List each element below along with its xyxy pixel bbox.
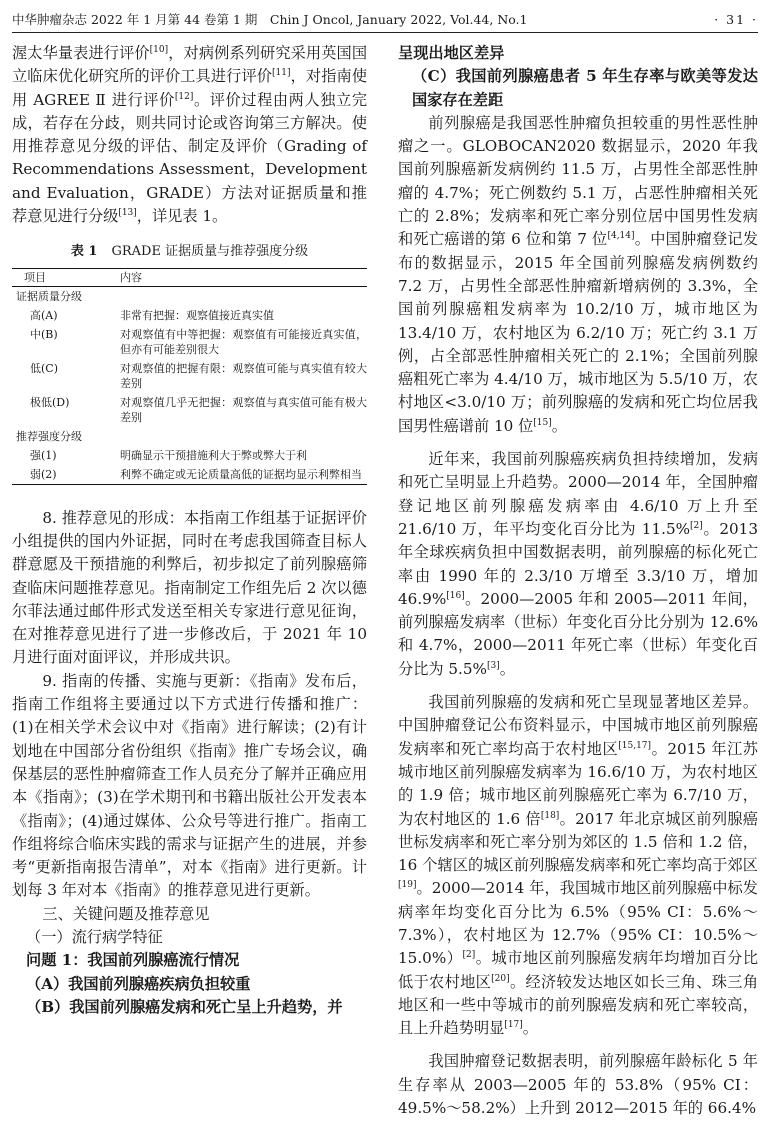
citation[interactable]: [18] (540, 810, 560, 821)
table-caption: 表 1 GRADE 证据质量与推荐强度分级 (70, 244, 309, 260)
table-row: 低(C) 对观察值的把握有限：观察值可能与真实值有较大差别 (30, 361, 367, 390)
section-heading: 三、关键问题及推荐意见 (42, 904, 210, 923)
grade-table (12, 268, 367, 485)
table-row: 极低(D) 对观察值几乎无把握：观察值与真实值可能有极大差别 (30, 395, 367, 424)
running-header (12, 6, 758, 33)
citation[interactable]: [16] (446, 590, 465, 601)
methods-paragraph: 渥太华量表进行评价[10]，对病例系列研究采用英国国立临床优化研究所的评价工具进行评价[11]，对指南使用 AGREE Ⅱ 进行评价[12]。评价过程由两人独立完成，若存在分歧，则共同讨论或咨询第三方解决。使用推荐意见分级的评估、制定及评价（Grading of Recommendations Assessment，Development and Evaluation，GRADE）方法对证据质量和推荐意见进行分级[13]，详见表 1。 (12, 44, 368, 226)
subsection-heading: （一）流行病学特征 (26, 928, 163, 947)
left-column (12, 42, 367, 1019)
table-row: 中(B) 对观察值有中等把握：观察值有可能接近真实值，但亦有可能差别很大 (30, 327, 367, 356)
right-column (398, 42, 758, 1120)
question-heading: 问题 1：我国前列腺癌流行情况 (26, 951, 240, 970)
table-row: 强(1) 明确显示干预措施利大于弊或弊大于利 (30, 448, 307, 462)
table-row: 弱(2) 利弊不确定或无论质量高低的证据均显示利弊相当 (12, 465, 367, 485)
citation[interactable]: [2] (690, 520, 703, 531)
recommendation-formation-paragraph: 8. 推荐意见的形成：本指南工作组基于证据评价小组提供的国内外证据，同时在考虑我国筛查目标人群意愿及干预措施的利弊后，初步拟定了前列腺癌筛查临床问题推荐意见。指南制定工作组先后 2 次以德尔菲法通过邮件形式发送至相关专家进行意见征询，在对推荐意见进行了进一步修改后，于 2021 年 10 月进行面对面评议，并形成共识。 (12, 508, 367, 667)
table-header-content: 内容 (120, 268, 367, 286)
page-number: · 31 · (714, 11, 758, 27)
citation[interactable]: [11] (272, 68, 291, 79)
table-row: 推荐强度分级 (16, 429, 82, 443)
citation[interactable]: [4,14] (607, 231, 635, 242)
table-row: 证据质量分级 (16, 289, 82, 303)
regional-difference-paragraph: 我国前列腺癌的发病和死亡呈现显著地区差异。中国肿瘤登记公布资料显示，中国城市地区前列腺癌发病率和死亡率均高于农村地区[15,17]。2015 年江苏城市地区前列腺癌发病率为 16.6/10 万，为农村地区的 1.9 倍；城市地区前列腺癌死亡率为 6.7/10 万，为农村地区的 1.6 倍[18]。2017 年北京城区前列腺癌世标发病率和死亡率分别为郊区的 1.5 倍和 1.2 倍，16 个辖区的城区前列腺癌发病率和死亡率均高于郊区[19]。2000—2014 年，我国城市地区前列腺癌中标发病率年均变化百分比为 6.5%（95% CI：5.6%～7.3%），农村地区为 12.7%（95% CI：10.5%～15.0%）[2]。城市地区前列腺癌发病年均增加百分比低于农村地区[20]。经济较发达地区如长三角、珠三角地区和一些中等城市的前列腺癌发病和死亡率较高，且上升趋势明显[17]。 (398, 693, 759, 1038)
citation[interactable]: [15,17] (618, 740, 652, 751)
citation[interactable]: [10] (149, 44, 169, 55)
citation[interactable]: [17] (504, 1020, 523, 1031)
journal-citation: 中华肿瘤杂志 2022 年 1 月第 44 卷第 1 期 Chin J Oncol, January 2022, Vol.44, No.1 (12, 12, 528, 27)
finding-heading-c: （C）我国前列腺癌患者 5 年生存率与欧美等发达国家存在差距 (412, 67, 758, 109)
citation[interactable]: [19] (398, 880, 417, 891)
citation[interactable]: [3] (486, 660, 500, 671)
citation[interactable]: [12] (174, 91, 194, 102)
burden-paragraph: 前列腺癌是我国恶性肿瘤负担较重的男性恶性肿瘤之一。GLOBOCAN2020 数据显示，2020 年我国前列腺癌新发病例约 11.5 万，占男性全部恶性肿瘤的 4.7%；死亡例数约 5.1 万，占恶性肿瘤相关死亡的 2.8%；发病率和死亡率分别位居中国男性发病和死亡癌谱的第 6 位和第 7 位[4,14]。中国肿瘤登记发布的数据显示，2015 年全国前列腺癌发病例数约 7.2 万，占男性全部恶性肿瘤新增病例的 3.3%，全国前列腺癌粗发病率为 10.2/10 万，城市地区为 13.4/10 万，农村地区为 6.2/10 万；死亡约 3.1 万例，占全部恶性肿瘤相关死亡的 2.1%；全国前列腺癌粗死亡率为 4.4/10 万，城市地区为 5.5/10 万，农村地区<3.0/10 万；前列腺癌的发病和死亡均位居我国男性癌谱前 10 位[15]。 (398, 113, 759, 435)
finding-heading-a: （A）我国前列腺癌疾病负担较重 (26, 974, 251, 993)
citation[interactable]: [15] (533, 417, 552, 428)
citation[interactable]: [13] (118, 208, 137, 219)
table-row: 高(A) 非常有把握：观察值接近真实值 (30, 308, 274, 322)
survival-paragraph: 我国肿瘤登记数据表明，前列腺癌年龄标化 5 年生存率从 2003—2005 年的 53.8%（95% CI：49.5%～58.2%）上升到 2012—2015 年的 66.4% (398, 1052, 758, 1118)
citation[interactable]: [20] (491, 973, 510, 984)
citation[interactable]: [2] (462, 950, 476, 961)
finding-heading-b-cont: 呈现出地区差异 (398, 44, 505, 62)
table-header-item: 项目 (12, 268, 120, 286)
dissemination-paragraph: 9. 指南的传播、实施与更新：《指南》发布后，指南工作组将主要通过以下方式进行传播和推广：(1)在相关学术会议中对《指南》进行解读；(2)有计划地在中国部分省份组织《指南》推广专场会议，确保基层的恶性肿瘤筛查工作人员充分了解并正确应用本《指南》；(3)在学术期刊和书籍出版社公开发表本《指南》；(4)通过媒体、公众号等进行推广。指南工作组将综合临床实践的需求与证据产生的进展，并参考“更新指南报告清单”，对本《指南》进行更新。计划每 3 年对本《指南》的推荐意见进行更新。 (12, 671, 367, 900)
trend-paragraph: 近年来，我国前列腺癌疾病负担持续增加，发病和死亡呈明显上升趋势。2000—2014 年，全国肿瘤登记地区前列腺癌发病率由 4.6/10 万上升至 21.6/10 万，年平均变化百分比为 11.5%[2]。2013 年全球疾病负担中国数据表明，前列腺癌的标化死亡率由 1990 年的 2.3/10 万增至 3.3/10 万，增加 46.9%[16]。2000—2005 年和 2005—2011 年间，前列腺癌发病率（世标）年变化百分比分别为 12.6% 和 4.7%，2000—2011 年死亡率（世标）年变化百分比为 5.5%[3]。 (398, 450, 758, 678)
finding-heading-b: （B）我国前列腺癌发病和死亡呈上升趋势，并 (26, 997, 343, 1016)
